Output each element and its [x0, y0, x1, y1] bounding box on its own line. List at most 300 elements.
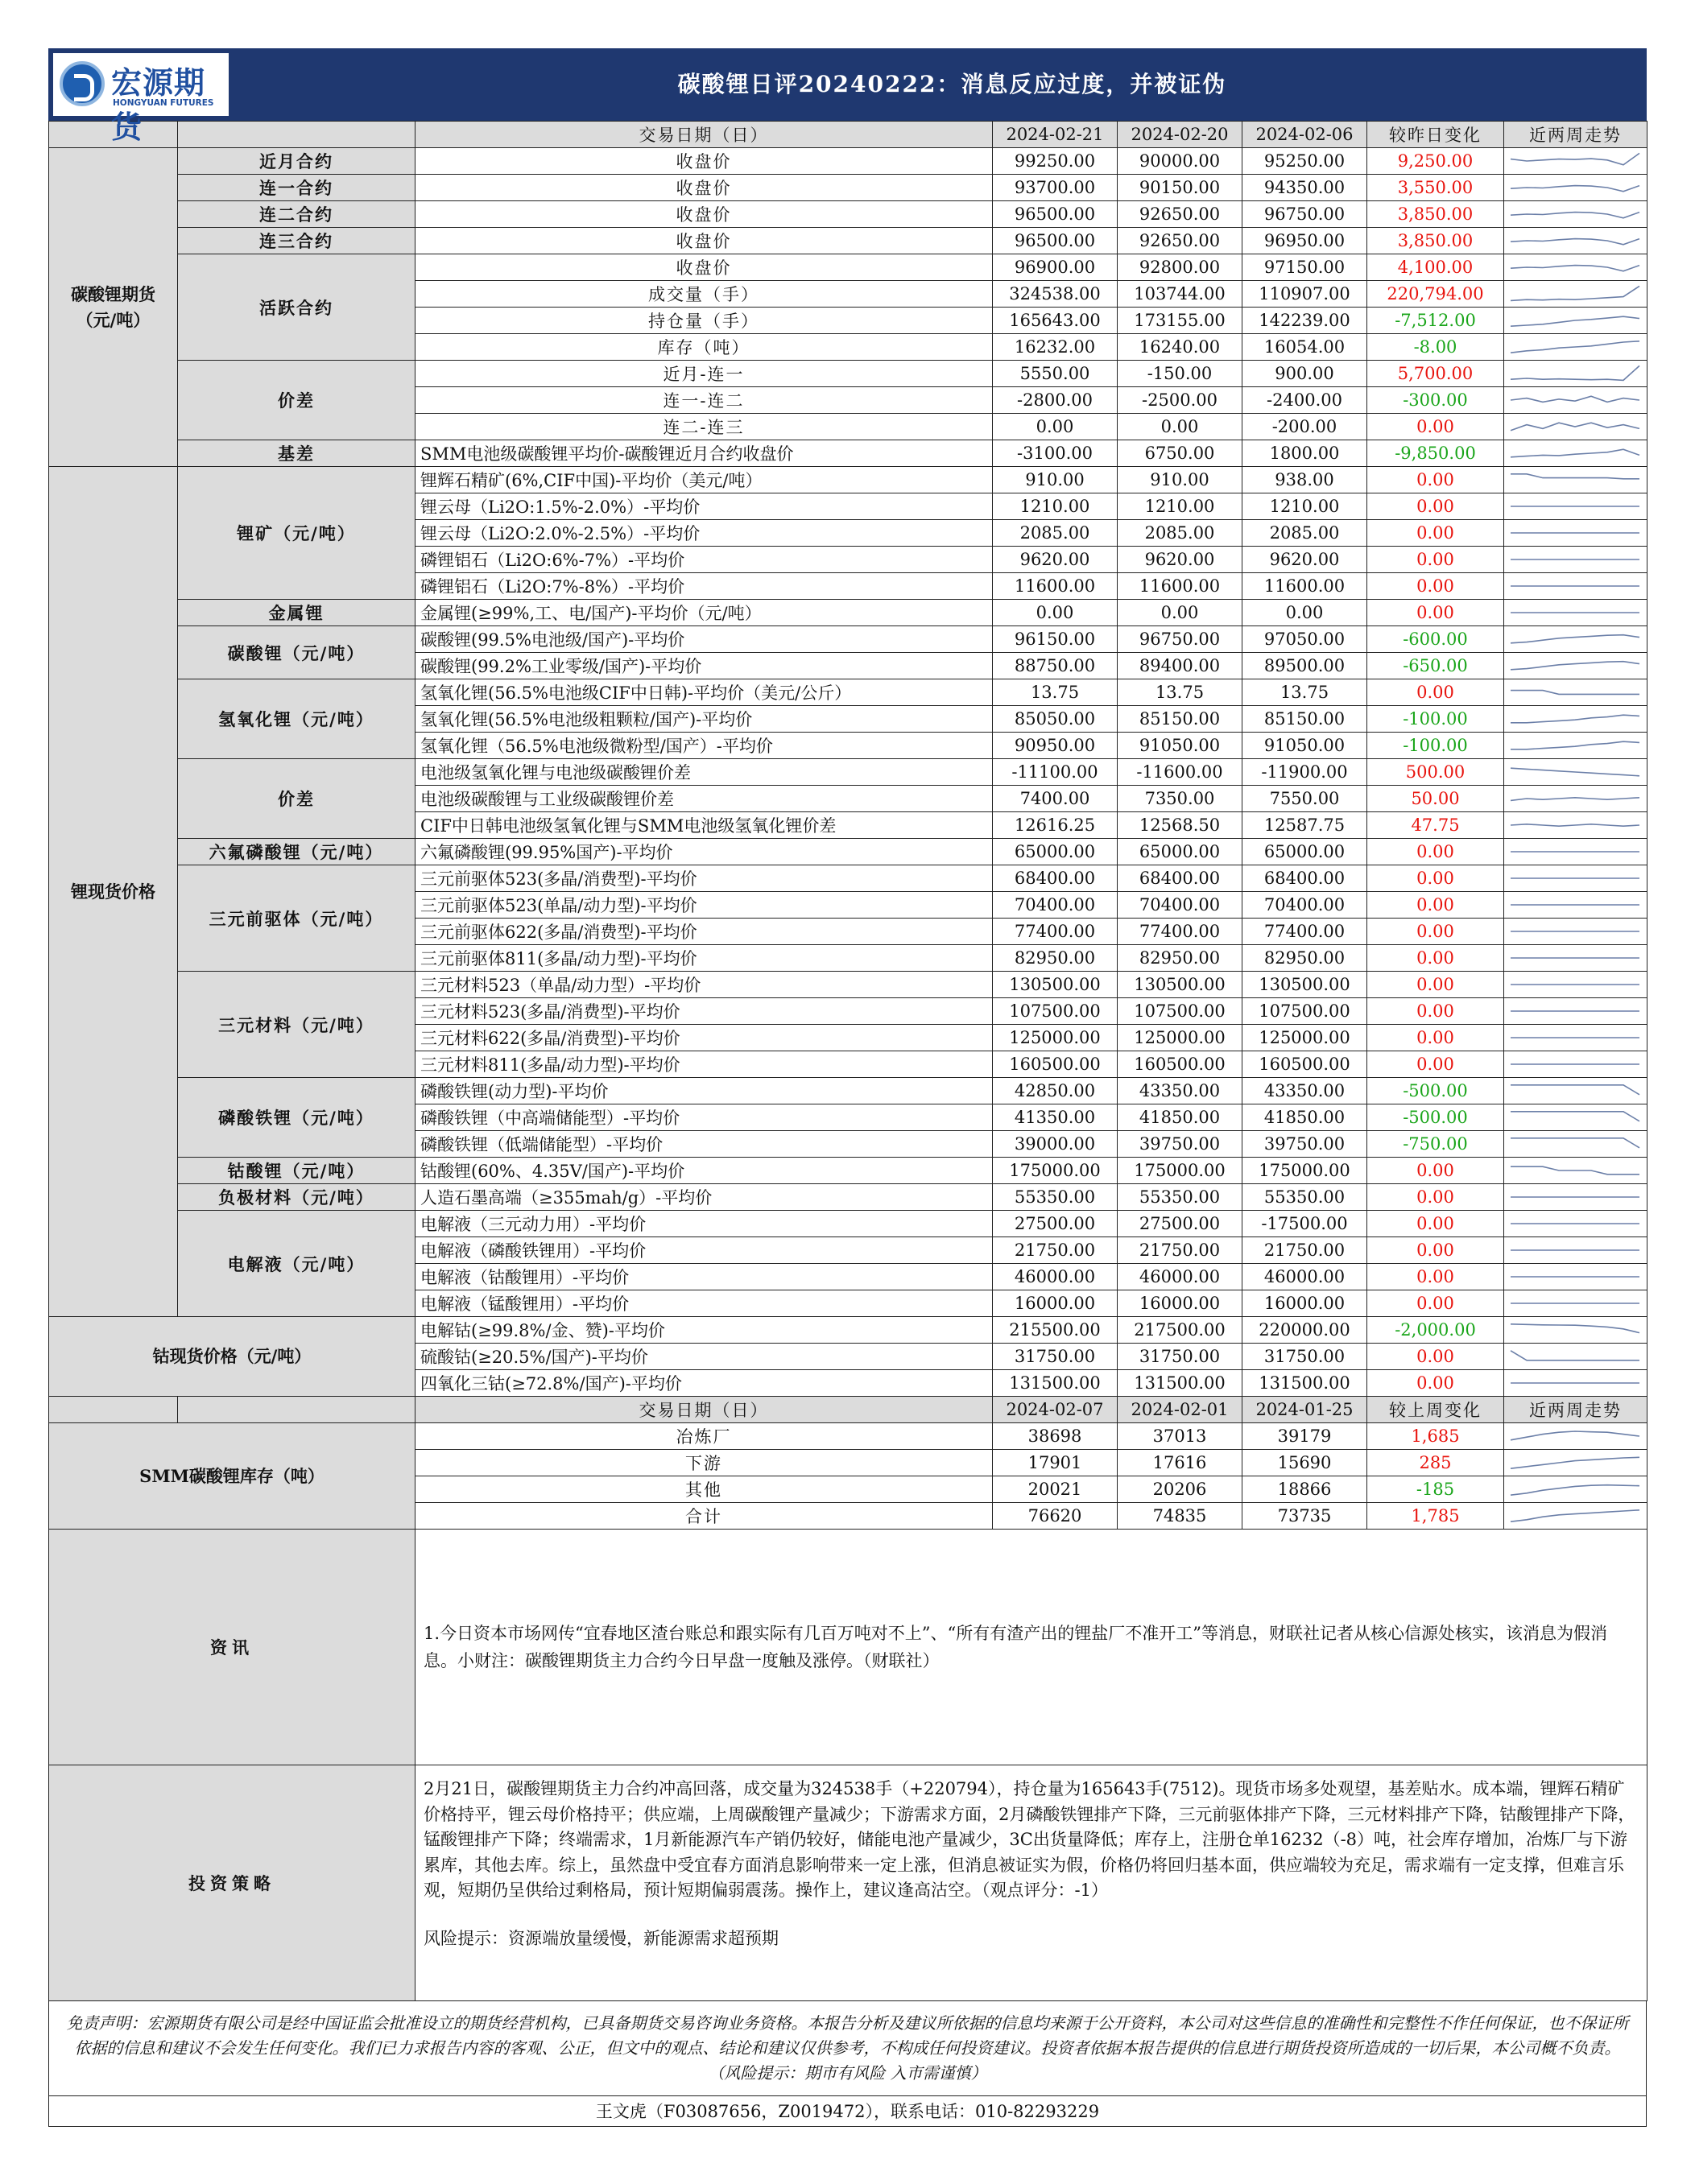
value-cell: 17901: [993, 1450, 1118, 1476]
row-item-label: CIF中日韩电池级氢氧化锂与SMM电池级氢氧化锂价差: [415, 812, 993, 839]
sparkline-line: [1511, 798, 1639, 801]
trend-sparkline: [1504, 1132, 1646, 1156]
trend-sparkline: [1504, 1238, 1646, 1262]
row-item-label: 合计: [415, 1503, 993, 1530]
value-cell: 103744.00: [1118, 281, 1242, 308]
value-cell: 7350.00: [1118, 786, 1242, 812]
value-cell: 0.00: [993, 414, 1118, 440]
trend-sparkline: [1504, 415, 1646, 439]
value-cell: 74835: [1118, 1503, 1242, 1530]
row-item-label: 四氧化三钴(≥72.8%/国产)-平均价: [415, 1370, 993, 1397]
value-cell: 175000.00: [993, 1158, 1118, 1184]
trend-sparkline: [1504, 972, 1646, 997]
sparkline-line: [1511, 824, 1639, 826]
change-cell: 0.00: [1367, 1370, 1504, 1397]
trend-sparkline-cell: [1504, 467, 1647, 493]
value-cell: 900.00: [1242, 361, 1367, 387]
sparkline-line: [1511, 423, 1639, 431]
change-cell: 3,850.00: [1367, 228, 1504, 254]
value-cell: 31750.00: [1118, 1344, 1242, 1370]
trend-sparkline: [1504, 946, 1646, 970]
subgroup-label: 锂矿（元/吨）: [178, 467, 415, 600]
trend-sparkline: [1504, 361, 1646, 386]
change-cell: 4,100.00: [1367, 254, 1504, 281]
value-cell: 68400.00: [1242, 865, 1367, 892]
change-cell: -750.00: [1367, 1131, 1504, 1158]
change-cell: 0.00: [1367, 1237, 1504, 1264]
trend-sparkline-cell: [1504, 493, 1647, 520]
row-item-label: 三元前驱体523(多晶/消费型)-平均价: [415, 865, 993, 892]
subgroup-label: 基差: [178, 440, 415, 467]
sparkline-line: [1511, 662, 1639, 670]
trend-sparkline: [1504, 840, 1646, 864]
value-cell: 16000.00: [1118, 1290, 1242, 1317]
trend-sparkline-cell: [1504, 679, 1647, 706]
trend-sparkline: [1504, 733, 1646, 758]
change-header: 较上周变化: [1367, 1397, 1504, 1423]
value-cell: 16232.00: [993, 334, 1118, 361]
trend-sparkline: [1504, 441, 1646, 465]
value-cell: 70400.00: [1242, 892, 1367, 919]
table-row: [49, 972, 1647, 998]
value-cell: -11900.00: [1242, 759, 1367, 786]
date-header: 交易日期（日）: [415, 122, 993, 148]
value-cell: 21750.00: [993, 1237, 1118, 1264]
trend-sparkline-cell: [1504, 201, 1647, 228]
sparkline-line: [1511, 1138, 1639, 1148]
change-cell: 0.00: [1367, 998, 1504, 1025]
value-cell: 77400.00: [1242, 919, 1367, 945]
trend-sparkline-cell: [1504, 547, 1647, 573]
row-item-label: 碳酸锂(99.5%电池级/国产)-平均价: [415, 626, 993, 653]
value-cell: 85150.00: [1242, 706, 1367, 733]
value-cell: 7550.00: [1242, 786, 1367, 812]
subgroup-label: 近月合约: [178, 148, 415, 175]
change-cell: 5,700.00: [1367, 361, 1504, 387]
trend-sparkline-cell: [1504, 1184, 1647, 1211]
value-cell: 42850.00: [993, 1078, 1118, 1104]
blank-cell: [49, 1397, 178, 1423]
value-cell: -200.00: [1242, 414, 1367, 440]
sparkline-line: [1511, 266, 1639, 271]
row-item-label: 连二-连三: [415, 414, 993, 440]
trend-sparkline: [1504, 388, 1646, 412]
date-column-header: 2024-02-07: [993, 1397, 1118, 1423]
value-cell: 68400.00: [1118, 865, 1242, 892]
value-cell: 96750.00: [1118, 626, 1242, 653]
value-cell: -3100.00: [993, 440, 1118, 467]
value-cell: 90000.00: [1118, 148, 1242, 175]
value-cell: 2085.00: [993, 520, 1118, 547]
value-cell: 15690: [1242, 1450, 1367, 1476]
change-cell: 0.00: [1367, 919, 1504, 945]
value-cell: 82950.00: [1118, 945, 1242, 972]
value-cell: 88750.00: [993, 653, 1118, 679]
trend-sparkline-cell: [1504, 1503, 1647, 1530]
value-cell: 85150.00: [1118, 706, 1242, 733]
value-cell: 65000.00: [993, 839, 1118, 865]
row-item-label: 电解液（钴酸锂用）-平均价: [415, 1264, 993, 1290]
change-cell: 0.00: [1367, 1025, 1504, 1051]
value-cell: 73735: [1242, 1503, 1367, 1530]
value-cell: 18866: [1242, 1476, 1367, 1503]
value-cell: 89400.00: [1118, 653, 1242, 679]
trend-sparkline-cell: [1504, 175, 1647, 201]
change-cell: 0.00: [1367, 547, 1504, 573]
trend-sparkline-cell: [1504, 281, 1647, 308]
value-cell: -2800.00: [993, 387, 1118, 414]
row-item-label: 三元前驱体811(多晶/动力型)-平均价: [415, 945, 993, 972]
change-cell: 0.00: [1367, 573, 1504, 600]
row-item-label: 氢氧化锂（56.5%电池级微粉型/国产）-平均价: [415, 733, 993, 759]
change-cell: 220,794.00: [1367, 281, 1504, 308]
value-cell: 39750.00: [1118, 1131, 1242, 1158]
value-cell: -2500.00: [1118, 387, 1242, 414]
trend-sparkline-cell: [1504, 148, 1647, 175]
value-cell: 55350.00: [993, 1184, 1118, 1211]
row-item-label: 硫酸钴(≥20.5%/国产)-平均价: [415, 1344, 993, 1370]
trend-sparkline-cell: [1504, 972, 1647, 998]
change-cell: 3,550.00: [1367, 175, 1504, 201]
trend-sparkline-cell: [1504, 653, 1647, 679]
trend-sparkline-cell: [1504, 440, 1647, 467]
value-cell: 16000.00: [993, 1290, 1118, 1317]
change-cell: -650.00: [1367, 653, 1504, 679]
date-column-header: 2024-02-20: [1118, 122, 1242, 148]
category-label: 碳酸锂期货（元/吨）: [49, 148, 178, 467]
logo-text-en: HONGYUAN FUTURES: [113, 98, 214, 108]
table-row: [49, 1317, 1647, 1344]
value-cell: 910.00: [993, 467, 1118, 493]
value-cell: 16000.00: [1242, 1290, 1367, 1317]
change-cell: 0.00: [1367, 1344, 1504, 1370]
change-cell: 9,250.00: [1367, 148, 1504, 175]
trend-sparkline: [1504, 1504, 1646, 1528]
trend-sparkline: [1504, 707, 1646, 731]
row-item-label: 三元材料523（单晶/动力型）-平均价: [415, 972, 993, 998]
change-cell: 0.00: [1367, 1264, 1504, 1290]
change-cell: 3,850.00: [1367, 201, 1504, 228]
trend-sparkline: [1504, 175, 1646, 200]
trend-sparkline: [1504, 1318, 1646, 1342]
subgroup-label: 三元材料（元/吨）: [178, 972, 415, 1078]
value-cell: 20206: [1118, 1476, 1242, 1503]
value-cell: 1210.00: [1242, 493, 1367, 520]
sparkline-line: [1511, 153, 1639, 164]
value-cell: 107500.00: [1242, 998, 1367, 1025]
value-cell: 11600.00: [1118, 573, 1242, 600]
table-row: [49, 759, 1647, 786]
row-item-label: 电解液（磷酸铁锂用）-平均价: [415, 1237, 993, 1264]
value-cell: 76620: [993, 1503, 1118, 1530]
date-column-header: 2024-02-21: [993, 122, 1118, 148]
date-header: 交易日期（日）: [415, 1397, 993, 1423]
value-cell: 37013: [1118, 1423, 1242, 1450]
trend-sparkline: [1504, 1291, 1646, 1315]
value-cell: 160500.00: [1118, 1051, 1242, 1078]
value-cell: 94350.00: [1242, 175, 1367, 201]
value-cell: 82950.00: [1242, 945, 1367, 972]
trend-sparkline: [1504, 1158, 1646, 1183]
trend-sparkline-cell: [1504, 1290, 1647, 1317]
value-cell: 46000.00: [993, 1264, 1118, 1290]
trend-sparkline: [1504, 202, 1646, 226]
trend-sparkline-cell: [1504, 1344, 1647, 1370]
row-item-label: 电解钴(≥99.8%/金、赞)-平均价: [415, 1317, 993, 1344]
category-label: 钴现货价格（元/吨）: [49, 1317, 415, 1397]
value-cell: 31750.00: [1242, 1344, 1367, 1370]
table-row: [49, 201, 1647, 228]
value-cell: 175000.00: [1242, 1158, 1367, 1184]
change-cell: -500.00: [1367, 1104, 1504, 1131]
trend-sparkline: [1504, 1026, 1646, 1050]
trend-sparkline: [1504, 574, 1646, 598]
row-item-label: 磷锂铝石（Li2O:7%-8%）-平均价: [415, 573, 993, 600]
date-column-header: 2024-02-01: [1118, 1397, 1242, 1423]
table-row: [49, 1765, 1647, 2001]
change-cell: 0.00: [1367, 892, 1504, 919]
value-cell: 21750.00: [1242, 1237, 1367, 1264]
value-cell: 93700.00: [993, 175, 1118, 201]
table-row: [49, 1211, 1647, 1237]
sparkline-line: [1511, 1457, 1639, 1468]
row-item-label: 收盘价: [415, 148, 993, 175]
value-cell: 12616.25: [993, 812, 1118, 839]
value-cell: 70400.00: [1118, 892, 1242, 919]
table-row: [49, 361, 1647, 387]
value-cell: 99250.00: [993, 148, 1118, 175]
change-cell: 47.75: [1367, 812, 1504, 839]
blank-cell: [178, 1397, 415, 1423]
trend-sparkline-cell: [1504, 1476, 1647, 1503]
row-item-label: 磷酸铁锂(动力型)-平均价: [415, 1078, 993, 1104]
table-row: [49, 600, 1647, 626]
change-cell: -8.00: [1367, 334, 1504, 361]
report-page: [48, 48, 1647, 2127]
value-cell: 160500.00: [1242, 1051, 1367, 1078]
table-row: [49, 839, 1647, 865]
value-cell: 39750.00: [1242, 1131, 1367, 1158]
sparkline-line: [1511, 715, 1639, 723]
trend-sparkline: [1504, 999, 1646, 1023]
change-cell: -300.00: [1367, 387, 1504, 414]
sparkline-line: [1511, 1485, 1639, 1496]
row-item-label: 三元材料811(多晶/动力型)-平均价: [415, 1051, 993, 1078]
value-cell: 107500.00: [993, 998, 1118, 1025]
table-row: [49, 1078, 1647, 1104]
value-cell: 39179: [1242, 1423, 1367, 1450]
trend-sparkline: [1504, 919, 1646, 943]
subgroup-label: 碳酸锂（元/吨）: [178, 626, 415, 679]
value-cell: 55350.00: [1118, 1184, 1242, 1211]
table-row: [49, 175, 1647, 201]
row-item-label: 锂云母（Li2O:1.5%-2.0%）-平均价: [415, 493, 993, 520]
trend-sparkline: [1504, 627, 1646, 651]
value-cell: 82950.00: [993, 945, 1118, 972]
value-cell: 92650.00: [1118, 201, 1242, 228]
value-cell: 43350.00: [1118, 1078, 1242, 1104]
value-cell: 65000.00: [1118, 839, 1242, 865]
trend-sparkline-cell: [1504, 759, 1647, 786]
row-item-label: 六氟磷酸锂(99.95%国产)-平均价: [415, 839, 993, 865]
value-cell: 9620.00: [1118, 547, 1242, 573]
value-cell: 130500.00: [993, 972, 1118, 998]
value-cell: 125000.00: [1118, 1025, 1242, 1051]
value-cell: 110907.00: [1242, 281, 1367, 308]
value-cell: 46000.00: [1242, 1264, 1367, 1290]
value-cell: 215500.00: [993, 1317, 1118, 1344]
value-cell: 41850.00: [1242, 1104, 1367, 1131]
trend-sparkline-cell: [1504, 786, 1647, 812]
value-cell: 160500.00: [993, 1051, 1118, 1078]
trend-sparkline: [1504, 494, 1646, 518]
value-cell: 1800.00: [1242, 440, 1367, 467]
change-cell: 0.00: [1367, 865, 1504, 892]
trend-sparkline: [1504, 547, 1646, 572]
logo-mark-icon: [60, 61, 105, 106]
table-header-row: [49, 122, 1647, 148]
trend-sparkline-cell: [1504, 1211, 1647, 1237]
sparkline-line: [1511, 1085, 1639, 1095]
trend-sparkline-cell: [1504, 573, 1647, 600]
table-row: [49, 1423, 1647, 1450]
company-logo: [53, 53, 229, 145]
value-cell: 96900.00: [993, 254, 1118, 281]
value-cell: 16054.00: [1242, 334, 1367, 361]
value-cell: 41850.00: [1118, 1104, 1242, 1131]
table-row: [49, 228, 1647, 254]
trend-sparkline: [1504, 149, 1646, 173]
sparkline-line: [1511, 341, 1639, 353]
value-cell: 77400.00: [993, 919, 1118, 945]
row-item-label: 收盘价: [415, 254, 993, 281]
trend-sparkline: [1504, 786, 1646, 811]
row-item-label: 电解液（锰酸锂用）-平均价: [415, 1290, 993, 1317]
value-cell: 92650.00: [1118, 228, 1242, 254]
value-cell: 96500.00: [993, 228, 1118, 254]
value-cell: 13.75: [1242, 679, 1367, 706]
table-row: [49, 679, 1647, 706]
trend-sparkline: [1504, 1451, 1646, 1475]
value-cell: 1210.00: [993, 493, 1118, 520]
subgroup-label: 价差: [178, 759, 415, 839]
table-row: [49, 467, 1647, 493]
subgroup-label: 价差: [178, 361, 415, 440]
row-item-label: 冶炼厂: [415, 1423, 993, 1450]
trend-sparkline-cell: [1504, 361, 1647, 387]
row-item-label: 氢氧化锂(56.5%电池级CIF中日韩)-平均价（美元/公斤）: [415, 679, 993, 706]
trend-sparkline-cell: [1504, 1078, 1647, 1104]
table-row: [49, 1184, 1647, 1211]
news-label: 资讯: [49, 1530, 415, 1765]
table-row: [49, 1158, 1647, 1184]
trend-sparkline: [1504, 282, 1646, 306]
change-cell: 50.00: [1367, 786, 1504, 812]
change-cell: 0.00: [1367, 520, 1504, 547]
trend-sparkline-cell: [1504, 520, 1647, 547]
value-cell: 12568.50: [1118, 812, 1242, 839]
trend-sparkline: [1504, 680, 1646, 704]
change-cell: 0.00: [1367, 1290, 1504, 1317]
trend-sparkline: [1504, 229, 1646, 253]
strategy-text: 2月21日，碳酸锂期货主力合约冲高回落，成交量为324538手（+220794），持仓量为165643手(7512)。现货市场多处观望，基差贴水。成本端，锂辉石精矿价格持平，锂云母价格持平；供应端，上周碳酸锂产量减少；下游需求方面，2月磷酸铁锂排产下降，三元前驱体排产下降，三元材料排产下降，钴酸锂排产下降，锰酸锂排产下降；终端需求，1月新能源汽车产销仍较好，储能电池产量减少，3C出货量降低；库存上，注册仓单16232（-8）吨，社会库存增加，冶炼厂与下游累库，其他去库。综上，虽然盘中受宜春方面消息影响带来一定上涨，但消息被证实为假，价格仍将回归基本面，供应端较为充足，需求端有一定支撑，但难言乐观，短期仍呈供给过剩格局，预计短期偏弱震荡。操作上，建议逢高沽空。（观点评分：-1）: [424, 1779, 1635, 1900]
value-cell: 38698: [993, 1423, 1118, 1450]
trend-sparkline-cell: [1504, 254, 1647, 281]
value-cell: 90950.00: [993, 733, 1118, 759]
sparkline-line: [1511, 741, 1639, 749]
value-cell: 125000.00: [1242, 1025, 1367, 1051]
disclaimer: 免责声明：宏源期货有限公司是经中国证监会批准设立的期货经营机构，已具备期货交易咨询业务资格。本报告分析及建议所依据的信息均来源于公开资料，本公司对这些信息的准确性和完整性不作任何保证，也不保证所依据的信息和建议不会发生任何变化。我们已力求报告内容的客观、公正，但文中的观点、结论和建议仅供参考，不构成任何投资建议。投资者依据本报告提供的信息进行期货投资所造成的一切后果，本公司概不负责。（风险提示：期市有风险 入市需谨慎）: [48, 2001, 1647, 2096]
subgroup-label: 活跃合约: [178, 254, 415, 361]
row-item-label: 三元前驱体523(单晶/动力型)-平均价: [415, 892, 993, 919]
value-cell: 2085.00: [1118, 520, 1242, 547]
sparkline-line: [1511, 768, 1639, 776]
value-cell: 91050.00: [1118, 733, 1242, 759]
strategy-content: [415, 1765, 1647, 2001]
trend-sparkline-cell: [1504, 733, 1647, 759]
subgroup-label: 电解液（元/吨）: [178, 1211, 415, 1317]
row-item-label: 电解液（三元动力用）-平均价: [415, 1211, 993, 1237]
row-item-label: 碳酸锂(99.2%工业零级/国产)-平均价: [415, 653, 993, 679]
row-item-label: 连一-连二: [415, 387, 993, 414]
date-column-header: 2024-01-25: [1242, 1397, 1367, 1423]
trend-sparkline-cell: [1504, 998, 1647, 1025]
sparkline-line: [1511, 691, 1639, 695]
value-cell: 938.00: [1242, 467, 1367, 493]
trend-sparkline: [1504, 1079, 1646, 1103]
value-cell: -11600.00: [1118, 759, 1242, 786]
subgroup-label: 六氟磷酸锂（元/吨）: [178, 839, 415, 865]
table-row: [49, 254, 1647, 281]
value-cell: 130500.00: [1118, 972, 1242, 998]
trend-sparkline: [1504, 1052, 1646, 1076]
trend-sparkline-cell: [1504, 228, 1647, 254]
subgroup-label: 磷酸铁锂（元/吨）: [178, 1078, 415, 1158]
value-cell: -17500.00: [1242, 1211, 1367, 1237]
value-cell: 95250.00: [1242, 148, 1367, 175]
table-row: [49, 865, 1647, 892]
subgroup-label: 负极材料（元/吨）: [178, 1184, 415, 1211]
sparkline-line: [1511, 1166, 1639, 1175]
row-item-label: 收盘价: [415, 228, 993, 254]
trend-sparkline-cell: [1504, 334, 1647, 361]
row-item-label: 收盘价: [415, 201, 993, 228]
trend-sparkline-cell: [1504, 308, 1647, 334]
value-cell: 11600.00: [993, 573, 1118, 600]
value-cell: -11100.00: [993, 759, 1118, 786]
sparkline-line: [1511, 635, 1639, 643]
value-cell: 0.00: [1118, 600, 1242, 626]
change-cell: 0.00: [1367, 1211, 1504, 1237]
row-item-label: 电池级碳酸锂与工业级碳酸锂价差: [415, 786, 993, 812]
value-cell: 12587.75: [1242, 812, 1367, 839]
trend-sparkline: [1504, 813, 1646, 837]
trend-sparkline-cell: [1504, 1131, 1647, 1158]
change-cell: -100.00: [1367, 706, 1504, 733]
trend-header: 近两周走势: [1504, 1397, 1647, 1423]
row-item-label: 锂辉石精矿(6%,CIF中国)-平均价（美元/吨）: [415, 467, 993, 493]
trend-sparkline: [1504, 866, 1646, 890]
row-item-label: 收盘价: [415, 175, 993, 201]
subgroup-label: 金属锂: [178, 600, 415, 626]
change-cell: 285: [1367, 1450, 1504, 1476]
value-cell: -150.00: [1118, 361, 1242, 387]
value-cell: 0.00: [993, 600, 1118, 626]
trend-sparkline-cell: [1504, 1158, 1647, 1184]
value-cell: 77400.00: [1118, 919, 1242, 945]
value-cell: 96500.00: [993, 201, 1118, 228]
value-cell: 41350.00: [993, 1104, 1118, 1131]
